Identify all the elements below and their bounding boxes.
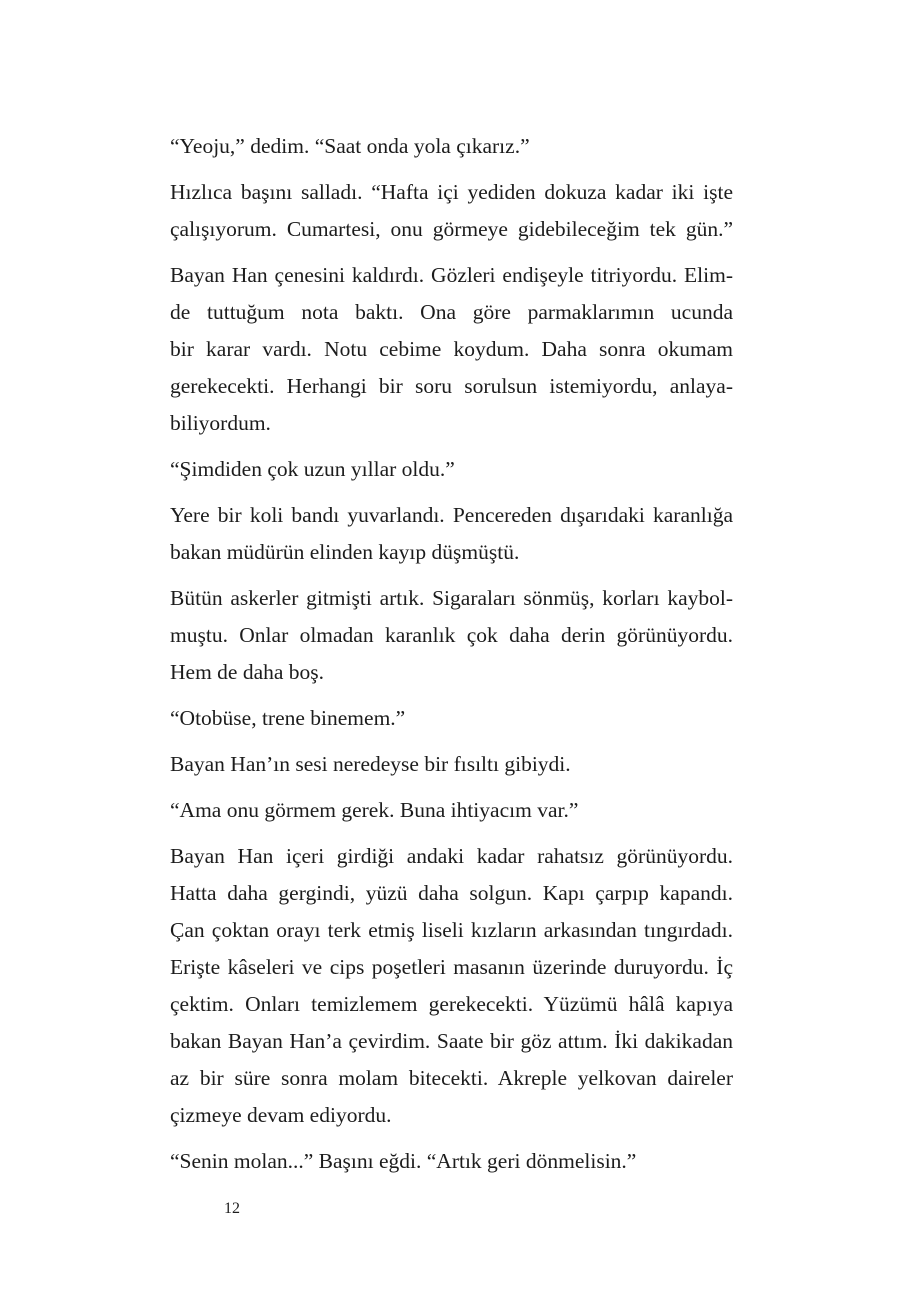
text-line: Yere bir koli bandı yuvarlandı. Pencereden dışarıdaki karanlığa: [170, 503, 733, 527]
text-line: bir karar vardı. Notu cebime koydum. Daha sonra okumam: [170, 337, 733, 361]
text-line: Hem de daha boş.: [170, 660, 325, 684]
text-line: Bayan Han içeri girdiği andaki kadar rahatsız görünüyordu.: [170, 844, 733, 868]
text-line: “Ama onu görmem gerek. Buna ihtiyacım var.”: [170, 798, 579, 822]
paragraph: [170, 580, 733, 691]
text-line: “Yeoju,” dedim. “Saat onda yola çıkarız.”: [170, 134, 530, 158]
text-line: Bayan Han’ın sesi neredeyse bir fısıltı gibiydi.: [170, 752, 571, 776]
paragraph: [170, 1143, 733, 1180]
paragraph: [170, 174, 733, 248]
text-line: gerekecekti. Herhangi bir soru sorulsun istemiyordu, anlaya-: [170, 374, 733, 398]
paragraph: [170, 128, 733, 165]
paragraph: [170, 838, 733, 1134]
paragraph: [170, 746, 733, 783]
text-line: Hızlıca başını salladı. “Hafta içi yediden dokuza kadar iki işte: [170, 180, 733, 204]
text-line: bakan Bayan Han’a çevirdim. Saate bir göz attım. İki dakikadan: [170, 1029, 733, 1053]
text-line: Bütün askerler gitmişti artık. Sigaraları sönmüş, korları kaybol-: [170, 586, 733, 610]
text-line: Bayan Han çenesini kaldırdı. Gözleri endişeyle titriyordu. Elim-: [170, 263, 733, 287]
paragraph: [170, 451, 733, 488]
paragraph: [170, 792, 733, 829]
text-line: çizmeye devam ediyordu.: [170, 1103, 392, 1127]
paragraph: [170, 257, 733, 442]
text-line: “Şimdiden çok uzun yıllar oldu.”: [170, 457, 455, 481]
text-line: “Otobüse, trene binemem.”: [170, 706, 406, 730]
paragraph: [170, 497, 733, 571]
text-line: az bir süre sonra molam bitecekti. Akreple yelkovan daireler: [170, 1066, 733, 1090]
text-line: çektim. Onları temizlemem gerekecekti. Yüzümü hâlâ kapıya: [170, 992, 733, 1016]
text-line: biliyordum.: [170, 411, 271, 435]
text-line: “Senin molan...” Başını eğdi. “Artık geri dönmelisin.”: [170, 1149, 637, 1173]
text-line: Hatta daha gergindi, yüzü daha solgun. Kapı çarpıp kapandı.: [170, 881, 733, 905]
text-line: Erişte kâseleri ve cips poşetleri masanın üzerinde duruyordu. İç: [170, 955, 733, 979]
text-line: bakan müdürün elinden kayıp düşmüştü.: [170, 540, 520, 564]
text-line: muştu. Onlar olmadan karanlık çok daha derin görünüyordu.: [170, 623, 733, 647]
text-line: Çan çoktan orayı terk etmiş liseli kızların arkasından tıngırdadı.: [170, 918, 733, 942]
paragraph: [170, 700, 733, 737]
text-line: de tuttuğum nota baktı. Ona göre parmaklarımın ucunda: [170, 300, 733, 324]
body-text: [170, 128, 733, 1189]
text-line: çalışıyorum. Cumartesi, onu görmeye gidebileceğim tek gün.”: [170, 217, 733, 241]
page-number: 12: [224, 1200, 240, 1217]
